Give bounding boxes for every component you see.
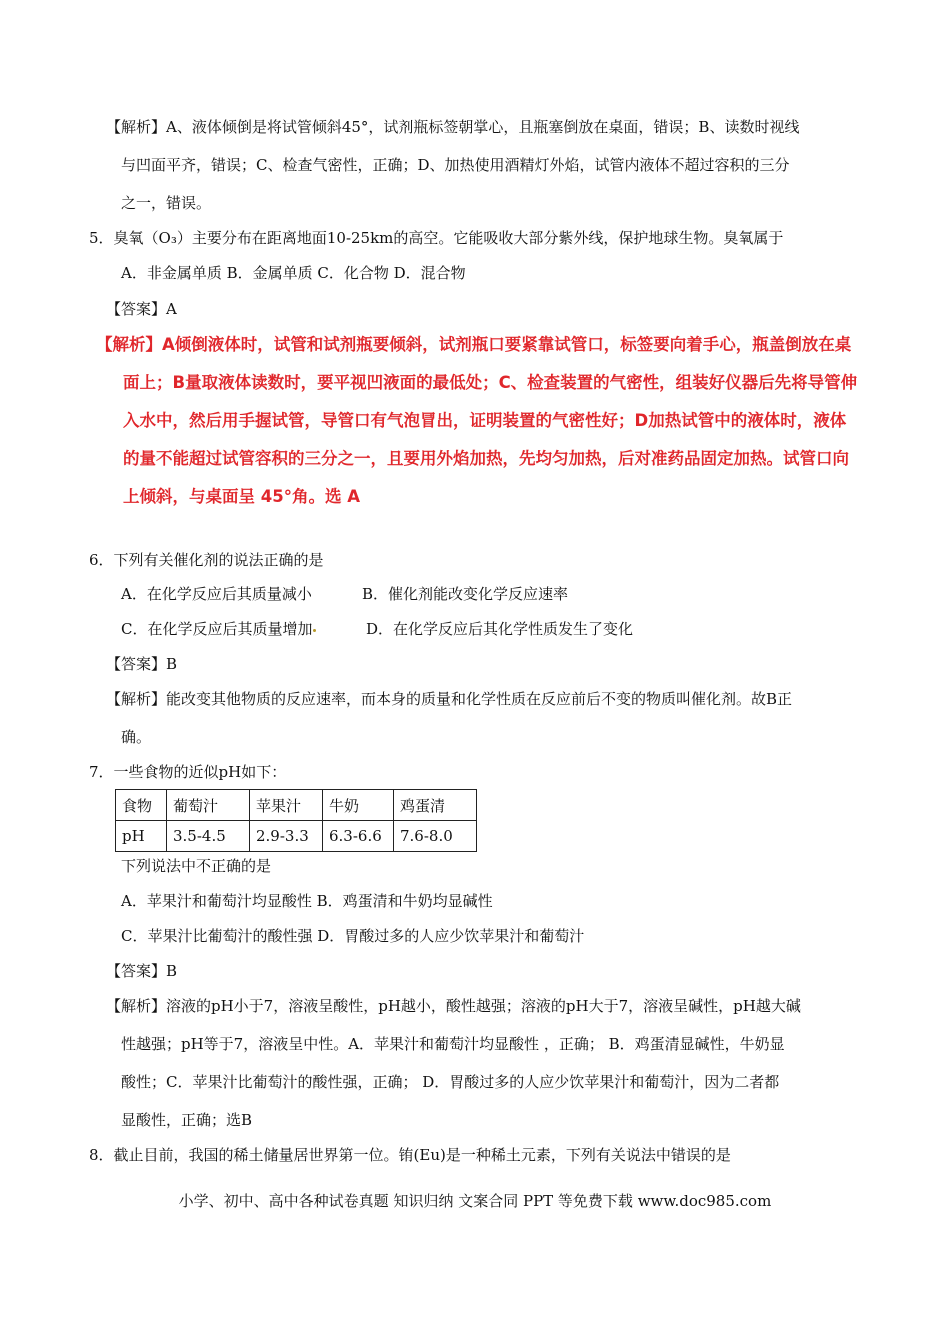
q6-option-d: D．在化学反应后其化学性质发生了变化 — [366, 620, 634, 638]
ph-table-cell: 7.6-8.0 — [394, 821, 477, 852]
ph-table-cell: 2.9-3.3 — [250, 821, 323, 852]
q8-stem: 8．截止目前，我国的稀土储量居世界第一位。铕(Eu)是一种稀土元素，下列有关说法中错误的是 — [89, 1146, 731, 1164]
ph-table — [115, 789, 477, 852]
q7-answer: 【答案】B — [106, 962, 178, 980]
q7-analysis-line-2: 性越强；pH等于7，溶液呈中性。A．苹果汁和葡萄汁均显酸性 ，正确； B．鸡蛋清显碱性，牛奶显 — [121, 1035, 785, 1053]
stray-dot — [313, 629, 316, 632]
q4-analysis-line-2: 与凹面平齐，错误；C、检查气密性，正确；D、加热使用酒精灯外焰，试管内液体不超过容积的三分 — [121, 156, 790, 174]
page-footer: 小学、初中、高中各种试卷真题 知识归纳 文案合同 PPT 等免费下载 www.doc985.com — [178, 1192, 772, 1210]
ph-table-header-cell: 食物 — [116, 790, 167, 821]
q7-analysis-line-4: 显酸性，正确；选B — [121, 1111, 253, 1129]
q5-analysis-line-5: 上倾斜，与桌面呈 45°角。选 A — [123, 487, 360, 506]
q6-option-c — [121, 619, 316, 639]
q5-analysis-line-2: 面上；B量取液体读数时，要平视凹液面的最低处；C、检查装置的气密性，组装好仪器后先将导管伸 — [123, 373, 858, 392]
ph-table-header-cell: 牛奶 — [323, 790, 394, 821]
q6-analysis-line-2: 确。 — [121, 728, 152, 746]
ph-table-row — [116, 821, 477, 852]
q4-analysis-line-3: 之一，错误。 — [121, 194, 212, 212]
q6-stem: 6．下列有关催化剂的说法正确的是 — [89, 551, 324, 569]
ph-table-header-cell: 葡萄汁 — [167, 790, 250, 821]
ph-table-header-cell: 鸡蛋清 — [394, 790, 477, 821]
q7-analysis-line-1: 【解析】溶液的pH小于7，溶液呈酸性，pH越小，酸性越强；溶液的pH大于7，溶液呈碱性，pH越大碱 — [106, 997, 801, 1015]
q6-option-c-text: C．在化学反应后其质量增加 — [121, 620, 313, 638]
q7-options-line-1: A．苹果汁和葡萄汁均显酸性 B．鸡蛋清和牛奶均显碱性 — [121, 892, 493, 910]
q6-option-a: A．在化学反应后其质量减小 — [121, 585, 312, 603]
ph-table-header-row — [116, 790, 477, 821]
q5-analysis-line-1: 【解析】A倾倒液体时，试管和试剂瓶要倾斜，试剂瓶口要紧靠试管口，标签要向着手心，瓶盖倒放在桌 — [96, 335, 852, 354]
q7-options-line-2: C．苹果汁比葡萄汁的酸性强 D．胃酸过多的人应少饮苹果汁和葡萄汁 — [121, 927, 585, 945]
ph-table-header-cell: 苹果汁 — [250, 790, 323, 821]
ph-table-cell: pH — [116, 821, 167, 852]
q6-option-b: B．催化剂能改变化学反应速率 — [362, 585, 569, 603]
ph-table-cell: 6.3-6.6 — [323, 821, 394, 852]
q7-stem: 7．一些食物的近似pH如下： — [89, 763, 287, 781]
q6-analysis-line-1: 【解析】能改变其他物质的反应速率，而本身的质量和化学性质在反应前后不变的物质叫催化剂。故B正 — [106, 690, 793, 708]
q5-stem: 5．臭氧（O₃）主要分布在距离地面10-25km的高空。它能吸收大部分紫外线，保护地球生物。臭氧属于 — [89, 229, 784, 247]
q5-analysis-line-4: 的量不能超过试管容积的三分之一，且要用外焰加热，先均匀加热，后对准药品固定加热。试管口向 — [123, 449, 849, 468]
ph-table-cell: 3.5-4.5 — [167, 821, 250, 852]
q5-analysis-line-3: 入水中，然后用手握试管，导管口有气泡冒出，证明装置的气密性好；D加热试管中的液体时，液体 — [123, 411, 847, 430]
q7-analysis-line-3: 酸性；C．苹果汁比葡萄汁的酸性强，正确； D．胃酸过多的人应少饮苹果汁和葡萄汁，因为二者都 — [121, 1073, 780, 1091]
q5-options: A．非金属单质 B．金属单质 C．化合物 D．混合物 — [121, 264, 466, 282]
q4-analysis-line-1: 【解析】A、液体倾倒是将试管倾斜45°，试剂瓶标签朝掌心，且瓶塞倒放在桌面，错误；B、读数时视线 — [106, 118, 800, 136]
q6-answer: 【答案】B — [106, 655, 178, 673]
q7-question: 下列说法中不正确的是 — [121, 857, 272, 875]
q5-answer: 【答案】A — [106, 300, 177, 318]
